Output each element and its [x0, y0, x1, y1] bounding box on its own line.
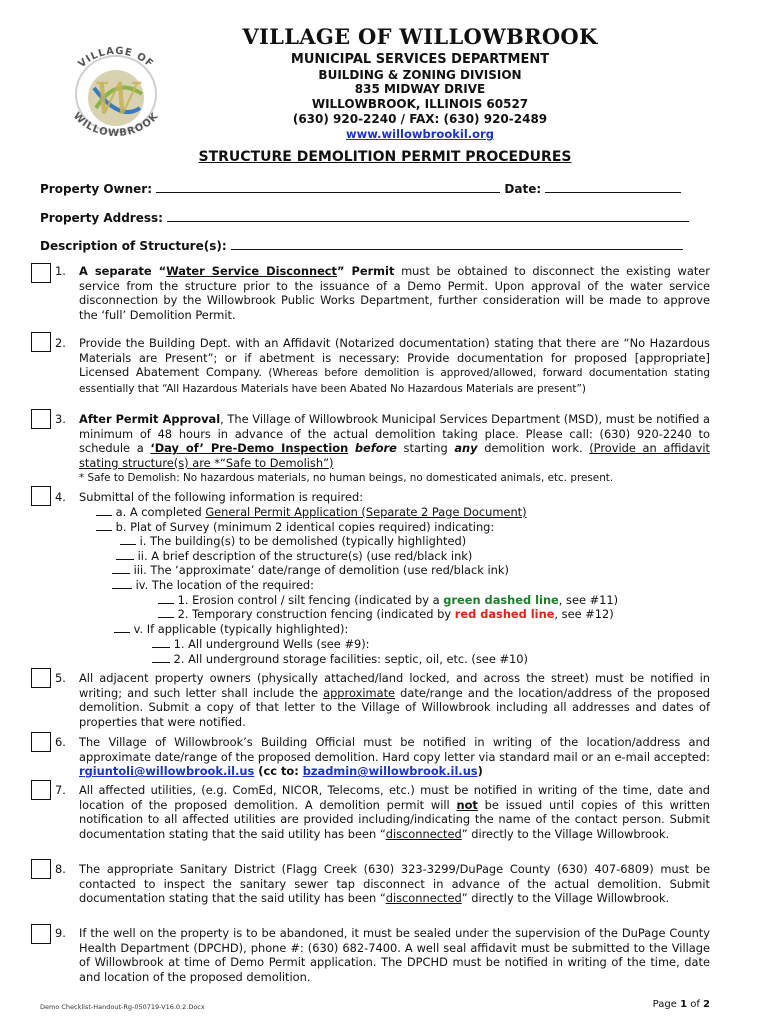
- item-4a-label: a. A completed: [115, 505, 206, 519]
- item-4b-iii: [112, 563, 509, 578]
- page-of: of: [687, 999, 704, 1010]
- item-5-text-a: All adjacent property owners (physically attached/land locked, and across the street) must be notified in writing; and such letter shall include the: [79, 671, 710, 700]
- website-link[interactable]: www.willowbrookil.org: [346, 127, 494, 141]
- item-number: 4.: [55, 490, 66, 504]
- village-title: VILLAGE OF WILLOWBROOK: [242, 24, 598, 49]
- item-3-any: any: [454, 441, 478, 456]
- item-3-text-a: , The Village of Willowbrook Municipal Services Department (MSD), must be notified a minimum of 48 hours in advance of the actual demolition taking place. Please call: (630) 920-2240 to schedule a: [79, 412, 710, 456]
- logo-text-bottom: WILLOWBROOK: [70, 110, 162, 136]
- item-4b-iv-text: iv. The location of the required:: [135, 578, 314, 592]
- procedure-item-1: [55, 264, 710, 322]
- item-3-text-b: starting: [396, 441, 455, 456]
- village-logo: [50, 36, 180, 136]
- procedure-item-7: [55, 783, 710, 841]
- wells-text: 1. All underground Wells (see #9):: [173, 637, 370, 651]
- address-row: [40, 210, 689, 225]
- procedure-item-6: [55, 735, 710, 779]
- page-number: [653, 999, 710, 1010]
- item-8-text-a: The appropriate Sanitary District (Flagg Creek (630) 323-3299/DuPage County (630) 407-6809) must be contacted to inspect the sanitary sewer tap disconnect in advance of the actual demolition. Submit documentation stating that the said utility has been “: [79, 862, 710, 906]
- item-4b-iii-text: iii. The ‘approximate’ date/range of demolition (use red/black ink): [133, 563, 509, 577]
- checkbox-item-2[interactable]: [31, 332, 51, 352]
- item-number: 7.: [55, 783, 66, 797]
- item-7-text-b: be issued until copies of this written notification to all affected utilities are provided including/indicating the name of the contact person. Submit documentation stating that the said utility has been “: [79, 797, 710, 841]
- item-4b-iv: [112, 578, 314, 593]
- address-label: Property Address:: [40, 211, 163, 225]
- description-input-line[interactable]: [231, 238, 683, 250]
- item-1-lead-end: ” Permit: [337, 264, 395, 278]
- item-4-text: Submittal of the following information is required:: [79, 490, 364, 504]
- procedure-item-5: [55, 671, 710, 729]
- item-3-affidavit: (Provide an affidavit stating structure(s) are *“Safe to Demolish”): [79, 441, 710, 470]
- building-official-email[interactable]: rgiuntoli@willowbrook.il.us: [79, 764, 255, 779]
- procedure-item-8: [55, 862, 710, 906]
- fencing-text-end: , see #12): [554, 607, 614, 621]
- fencing-text: 2. Temporary construction fencing (indicated by: [177, 607, 455, 621]
- not-word: not: [456, 797, 478, 812]
- erosion-text: 1. Erosion control / silt fencing (indicated by a: [177, 593, 444, 607]
- safe-to-demolish-note: * Safe to Demolish: No hazardous materials, no human beings, no domesticated animals, etc. present.: [79, 472, 614, 485]
- phone-fax: (630) 920-2240 / FAX: (630) 920-2489: [292, 112, 548, 126]
- erosion-text-end: , see #11): [558, 593, 619, 607]
- item-4b-v-text: v. If applicable (typically highlighted):: [133, 622, 349, 636]
- description-row: [40, 238, 683, 253]
- page-total: 2: [703, 999, 710, 1010]
- item-2-text: Provide the Building Dept. with an Affidavit (Notarized documentation) stating that there are “No Hazardous Materials are Present”; or if abetment is necessary: Provide documentation for proposed [appropriate] Licensed Abatement Company.: [79, 336, 710, 380]
- division-name: BUILDING & ZONING DIVISION: [318, 68, 522, 82]
- item-1-lead: A separate “: [79, 264, 167, 278]
- item-number: 8.: [55, 862, 66, 876]
- item-4b-v-1: [152, 637, 370, 652]
- item-6-cc: (cc to:: [254, 764, 303, 779]
- item-9-text: If the well on the property is to be abandoned, it must be sealed under the supervision of the DuPage County Health Department (DPCHD), phone #: (630) 682-7400. A well seal affidavit must be submitted to the Village of Willowbrook at time of Demo Permit application. The DPCHD must be notified in writing of the time, date and location of the proposed demolition.: [79, 926, 710, 984]
- item-7-text-c: ” directly to the Village Willowbrook.: [461, 826, 670, 841]
- checkbox-item-4[interactable]: [31, 486, 51, 506]
- bzadmin-email[interactable]: bzadmin@willowbrook.il.us: [302, 764, 478, 779]
- water-permit-name: Water Service Disconnect: [166, 264, 337, 278]
- red-dashed-line-label: red dashed line: [454, 607, 555, 621]
- pre-demo-inspection: ‘Day of’ Pre-Demo Inspection: [150, 441, 349, 456]
- owner-label: Property Owner:: [40, 182, 153, 196]
- city-address: WILLOWBROOK, ILLINOIS 60527: [311, 97, 529, 111]
- storage-text: 2. All underground storage facilities: septic, oil, etc. (see #10): [173, 652, 528, 666]
- item-4b-iv-2: [158, 607, 614, 622]
- item-7-text-a: All affected utilities, (e.g. ComEd, NICOR, Telecoms, etc.) must be notified in writing of the time, date and location of the proposed demolition. A demolition permit will: [79, 783, 710, 812]
- item-8-text-b: ” directly to the Village Willowbrook.: [461, 891, 670, 906]
- item-4b: [96, 520, 494, 535]
- logo-text-top: VILLAGE OF: [76, 45, 156, 71]
- disconnected-word: disconnected: [385, 891, 462, 906]
- item-number: 2.: [55, 336, 66, 350]
- item-4b-ii: [116, 549, 472, 564]
- checkbox-item-5[interactable]: [31, 668, 51, 688]
- checkbox-item-6[interactable]: [31, 732, 51, 752]
- checkbox-item-9[interactable]: [31, 924, 51, 944]
- checkbox-item-3[interactable]: [31, 409, 51, 429]
- document-id: Demo Checklist-Handout-Rg-050719-V16.0.2.Docx: [40, 1003, 205, 1011]
- date-input-line[interactable]: [545, 181, 681, 193]
- item-number: 6.: [55, 735, 66, 749]
- page-title: STRUCTURE DEMOLITION PERMIT PROCEDURES: [198, 149, 572, 165]
- item-4b-ii-text: ii. A brief description of the structure(s) (use red/black ink): [137, 549, 473, 563]
- item-6-close: ): [477, 764, 483, 779]
- green-dashed-line-label: green dashed line: [443, 593, 559, 607]
- owner-input-line[interactable]: [156, 181, 500, 193]
- item-4b-i-text: i. The building(s) to be demolished (typically highlighted): [139, 534, 467, 548]
- item-number: 5.: [55, 671, 66, 685]
- approximate-word: approximate: [323, 685, 396, 700]
- procedure-item-2: [55, 336, 710, 396]
- item-4b-iv-1: [158, 593, 618, 608]
- item-number: 9.: [55, 926, 66, 940]
- procedure-item-4: [55, 490, 710, 505]
- street-address: 835 MIDWAY DRIVE: [354, 82, 486, 96]
- address-input-line[interactable]: [167, 210, 689, 222]
- item-1-text: must be obtained to disconnect the existing water service from the structure prior to the issuance of a Demo Permit. Upon approval of the water service disconnection by the Willowbrook Public Works Department, further consideration will be made to approve the ‘full’ Demolition Permit.: [79, 264, 710, 322]
- item-4b-v-2: [152, 652, 528, 667]
- item-4b-text: b. Plat of Survey (minimum 2 identical copies required) indicating:: [115, 520, 495, 534]
- general-permit-link: General Permit Application (Separate 2 Page Document): [205, 505, 527, 519]
- item-4b-v: [114, 622, 348, 637]
- owner-row: [40, 181, 681, 196]
- page-current: 1: [680, 999, 688, 1010]
- item-4a: [96, 505, 527, 520]
- item-number: 1.: [55, 264, 66, 278]
- item-3-before: before: [354, 441, 397, 456]
- date-label: Date:: [504, 182, 542, 196]
- item-3-text-c: demolition work.: [477, 441, 590, 456]
- page-prefix: Page: [652, 999, 681, 1010]
- checkbox-item-1[interactable]: [31, 263, 51, 283]
- item-5-text-b: date/range and the location/address of the proposed demolition. Submit a copy of that letter to the Village of Willowbrook including all addresses and dates of properties that were notified.: [79, 685, 710, 729]
- checkbox-item-7[interactable]: [31, 780, 51, 800]
- item-3-lead: After Permit Approval: [79, 412, 221, 426]
- checkbox-item-8[interactable]: [31, 859, 51, 879]
- item-6-text: The Village of Willowbrook’s Building Official must be notified in writing of the location/address and approximate date/range of the proposed demolition. Hard copy letter via standard mail or an e-mail accepted:: [79, 735, 710, 764]
- item-number: 3.: [55, 412, 66, 426]
- department-name: MUNICIPAL SERVICES DEPARTMENT: [290, 52, 550, 67]
- procedure-item-9: [55, 926, 710, 984]
- disconnected-word: disconnected: [385, 826, 462, 841]
- procedure-item-3: [55, 412, 710, 486]
- item-2-note: (Whereas before demolition is approved/allowed, forward documentation stating essentially that “All Hazardous Materials have been Abated No Hazardous Materials are present”): [79, 367, 710, 395]
- logo-monogram: W: [93, 74, 139, 125]
- description-label: Description of Structure(s):: [40, 239, 227, 253]
- item-4b-i: [120, 534, 466, 549]
